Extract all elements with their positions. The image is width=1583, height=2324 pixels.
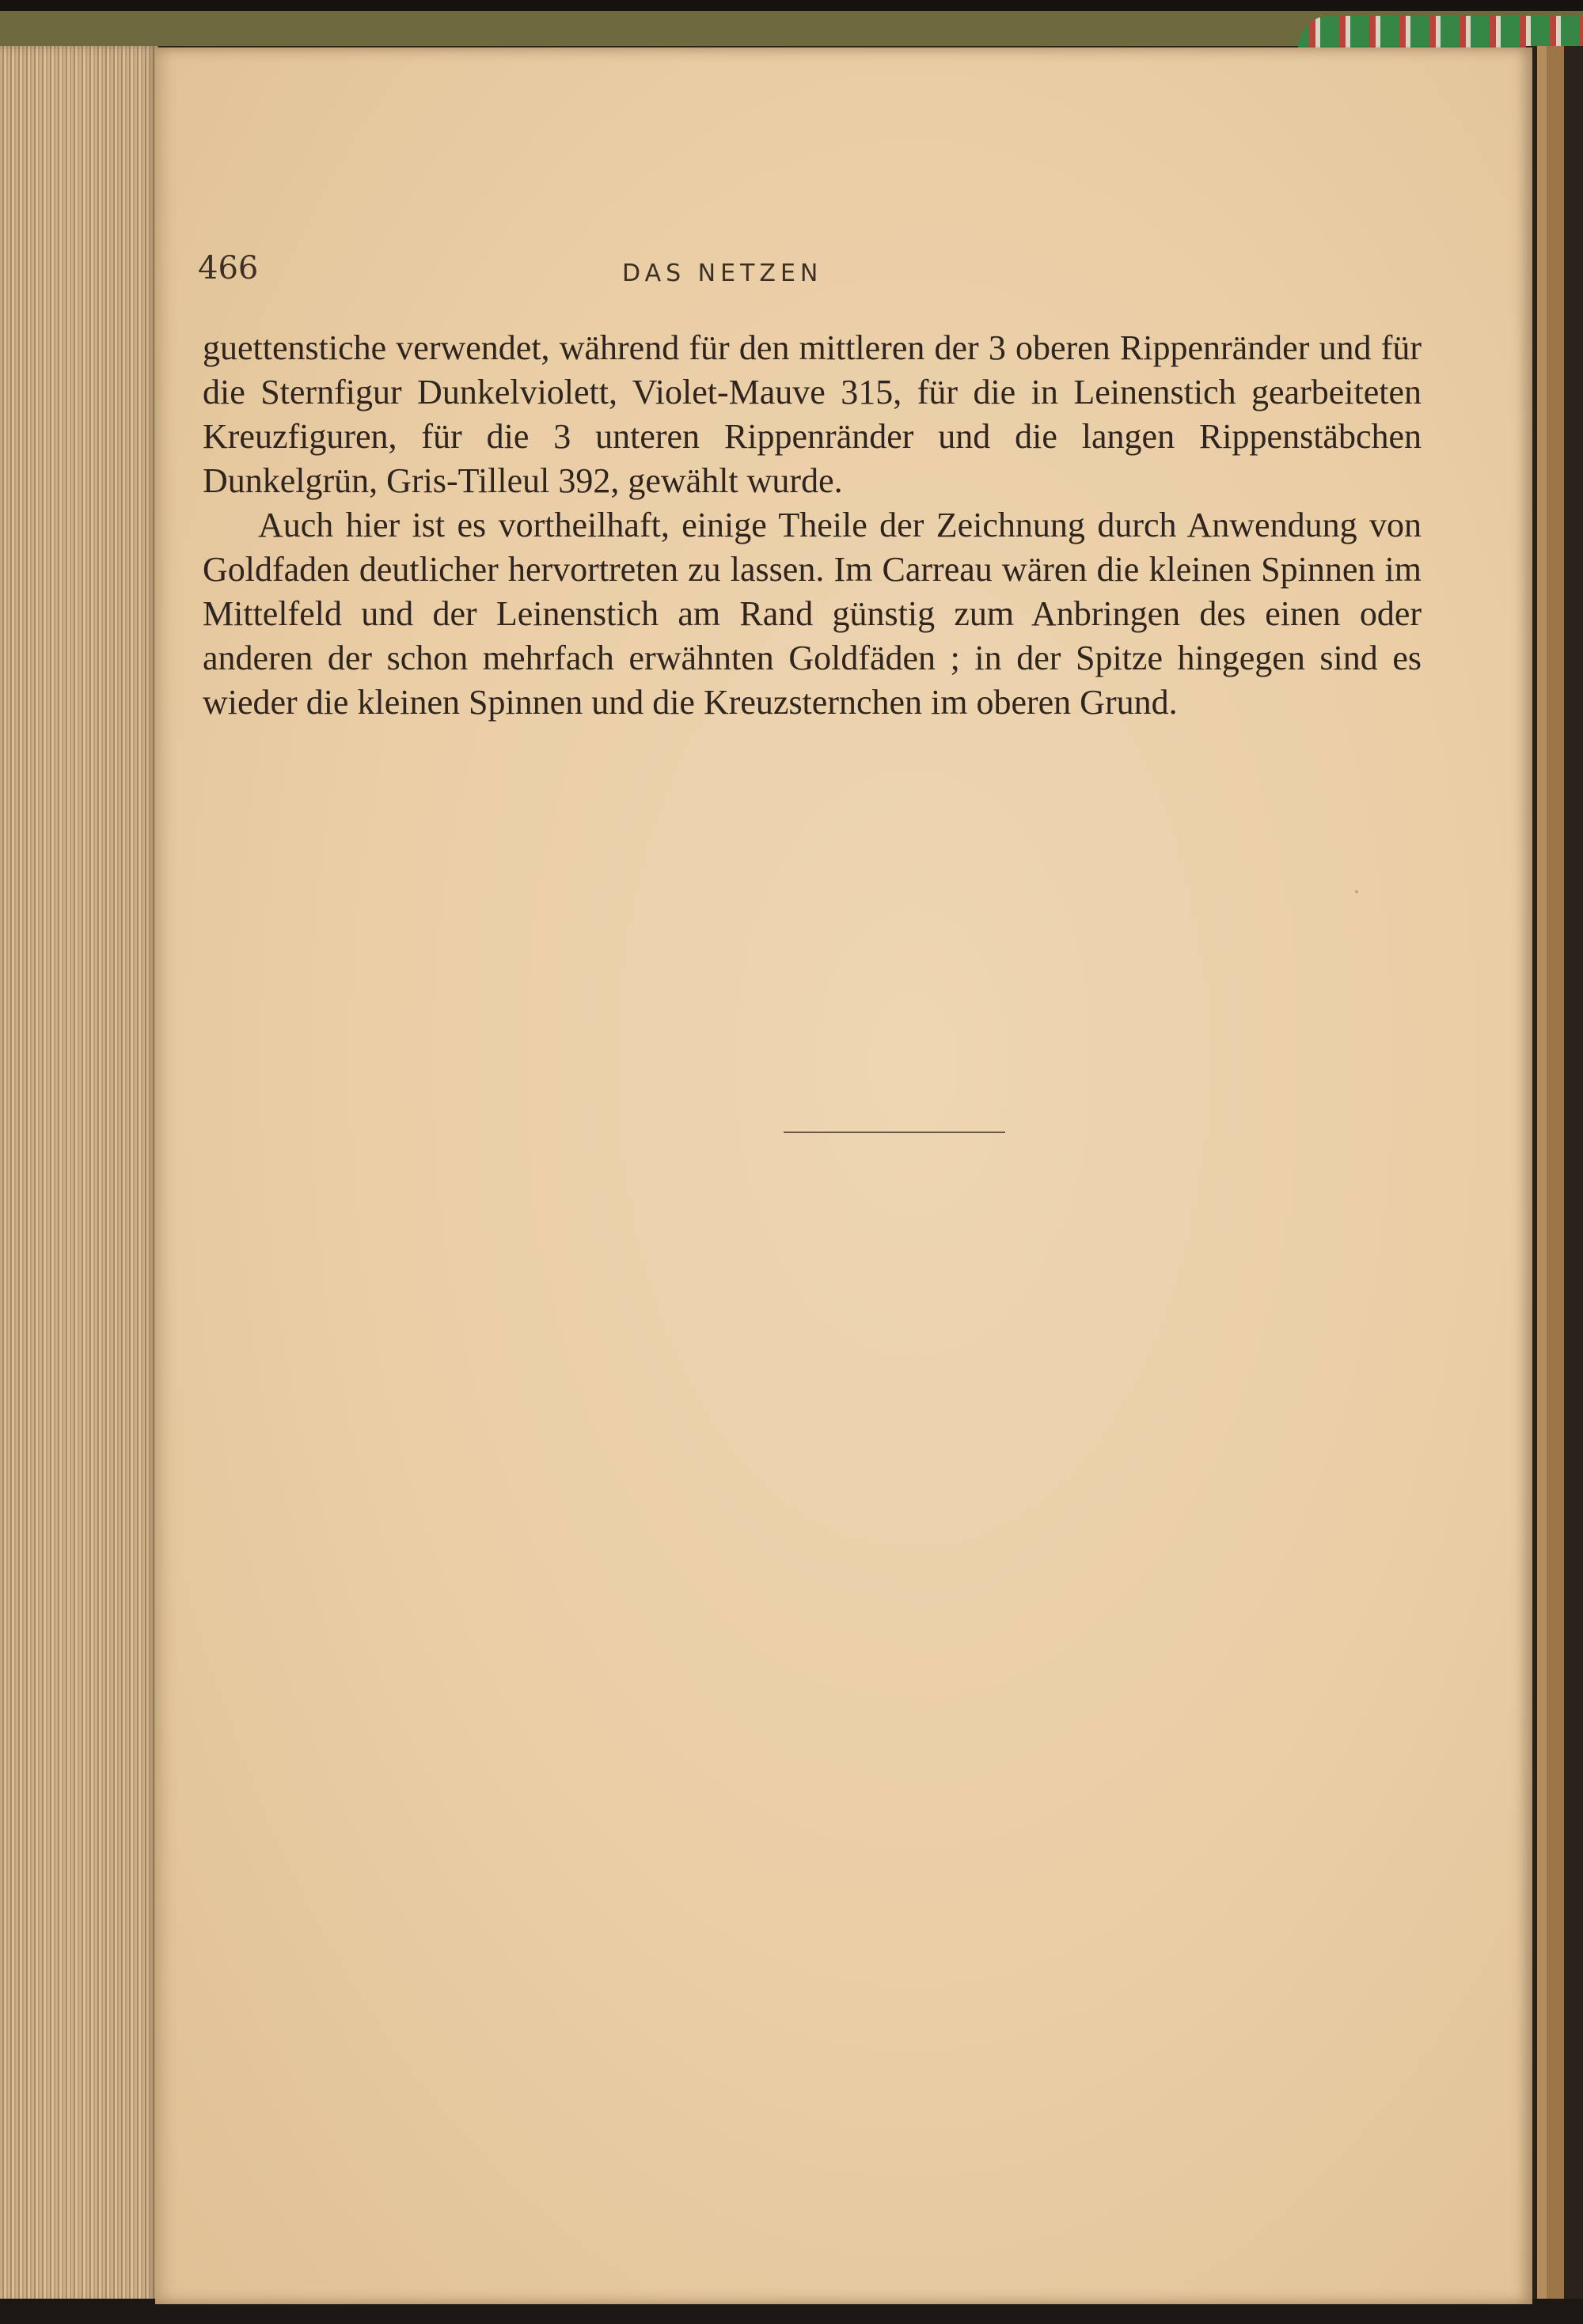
body-text	[203, 326, 1422, 725]
paper-speck	[1355, 890, 1358, 893]
page-stack-edge	[0, 46, 158, 2305]
page-number: 466	[198, 250, 259, 286]
paragraph-2: Auch hier ist es vortheilhaft, einige Theile der Zeichnung durch Anwendung von Goldfaden deutlicher hervortreten zu lassen. Im Carreau wären die kleinen Spinnen im Mittelfeld und der Leinenstich am Rand günstig zum Anbringen des einen oder anderen der schon mehrfach erwähnten Goldfäden ; in der Spitze hingegen sind es wieder die kleinen Spinnen und die Kreuzsternchen im oberen Grund.	[203, 506, 1422, 722]
end-rule	[784, 1132, 1005, 1133]
paragraph-1: guettenstiche verwendet, während für den mittleren der 3 oberen Rippenränder und für die Sternfigur Dunkelviolett, Violet-Mauve 315, für die in Leinenstich gearbeiteten Kreuzfiguren, für die 3 unteren Rippenränder und die langen Rippenstäbchen Dunkelgrün, Gris-Tilleul 392, gewählt wurde.	[203, 328, 1422, 500]
section-title: DAS NETZEN	[622, 260, 823, 287]
book-right-edge	[1526, 46, 1583, 2305]
running-head	[198, 250, 1425, 298]
